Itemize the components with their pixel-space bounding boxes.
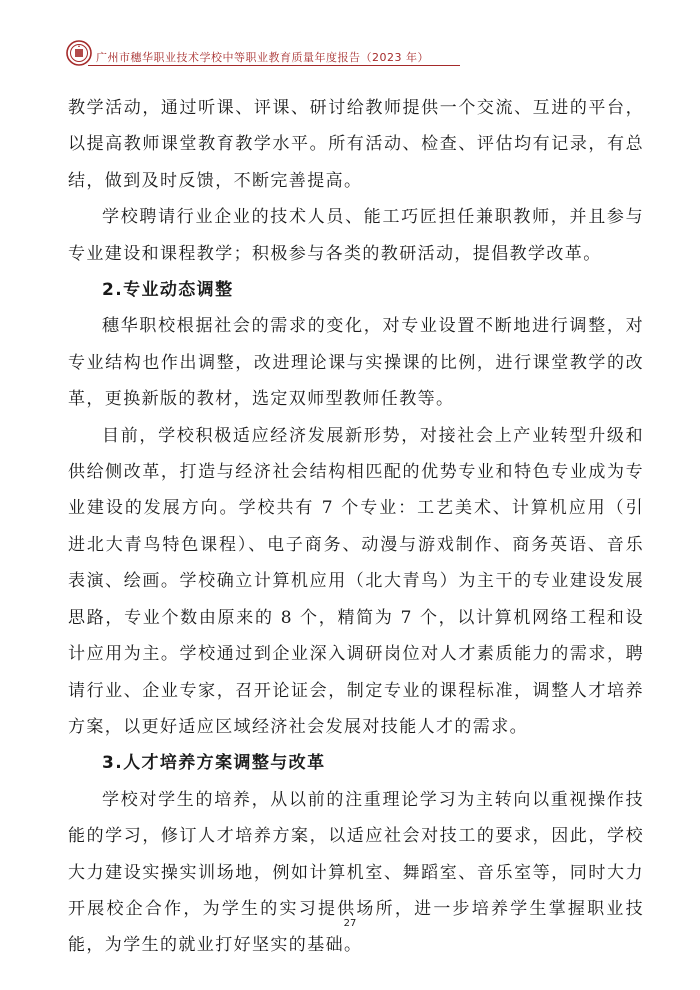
paragraph-part-time-teachers: 学校聘请行业企业的技术人员、能工巧匠担任兼职教师，并且参与专业建设和课程教学；积极参与各类的教研活动，提倡教学改革。: [68, 207, 644, 264]
section-heading-specialty-adjustment: 2.专业动态调整: [102, 280, 234, 301]
paragraph-teaching-activities: 教学活动，通过听课、评课、研讨给教师提供一个交流、互进的平台，以提高教师课堂教育教学水平。所有活动、检查、评估均有记录，有总结，做到及时反馈，不断完善提高。: [68, 98, 644, 191]
report-header-title: 广州市穗华职业技术学校中等职业教育质量年度报告（2023 年）: [96, 51, 429, 64]
page-content: [68, 90, 644, 964]
paragraph-training-plan: 学校对学生的培养，从以前的注重理论学习为主转向以重视操作技能的学习，修订人才培养方案，以适应社会对技工的要求，因此，学校大力建设实操实训场地，例如计算机室、舞蹈室、音乐室等，同时大力开展校企合作，为学生的实习提供场所，进一步培养学生掌握职业技能，为学生的就业打好坚实的基础。: [68, 789, 644, 956]
header-divider: [88, 65, 460, 66]
paragraph-specialty-direction: 目前，学校积极适应经济发展新形势，对接社会上产业转型升级和供给侧改革，打造与经济社会结构相匹配的优势专业和特色专业成为专业建设的发展方向。学校共有 7 个专业：工艺美术、计算机应用（引进北大青鸟特色课程）、电子商务、动漫与游戏制作、商务英语、音乐表演、绘画。学校确立计算机应用（北大青鸟）为主干的专业建设发展思路，专业个数由原来的 8 个，精简为 7 个，以计算机网络工程和设计应用为主。学校通过到企业深入调研岗位对人才素质能力的需求，聘请行业、企业专家，召开论证会，制定专业的课程标准，调整人才培养方案，以更好适应区域经济社会发展对技能人才的需求。: [68, 425, 644, 737]
page-header: [66, 40, 466, 70]
section-heading-training-plan: 3.人才培养方案调整与改革: [102, 753, 326, 774]
page-number: 27: [343, 918, 357, 929]
school-seal-icon: [66, 40, 92, 66]
paragraph-specialty-adjustment: 穗华职校根据社会的需求的变化，对专业设置不断地进行调整，对专业结构也作出调整，改进理论课与实操课的比例，进行课堂教学的改革，更换新版的教材，选定双师型教师任教等。: [68, 316, 644, 410]
